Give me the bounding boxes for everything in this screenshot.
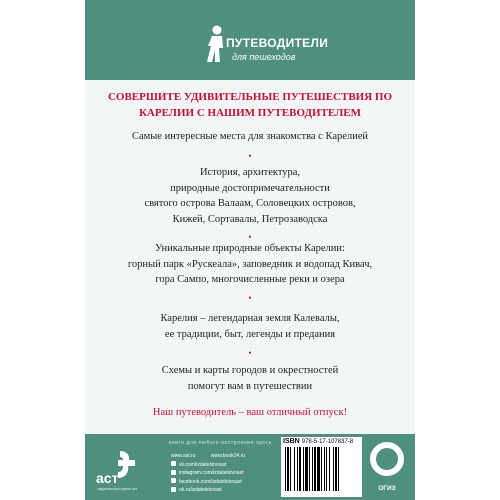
feature-block: [85, 241, 415, 288]
bullet-divider: •: [248, 151, 252, 161]
ogiz-ring-icon: [366, 437, 411, 485]
barcode-bar: [299, 447, 301, 491]
feature-line: Карелия – легендарная земля Калевалы,: [160, 313, 340, 324]
series-logo: [202, 16, 329, 72]
feature-line: История, архитектура,: [199, 167, 301, 178]
site-link[interactable]: www.ast.ru: [171, 453, 196, 459]
barcode-bar: [338, 447, 339, 491]
bullet-divider: •: [248, 232, 252, 242]
barcode-bar: [312, 447, 313, 491]
feature-line: природные достопримечательности: [170, 182, 330, 194]
feature-line: горный парк «Рускеала», заповедник и водопад Кивач,: [127, 258, 373, 270]
barcode-bar: [314, 447, 316, 491]
barcode-bar: [285, 447, 286, 491]
publisher-logo: [90, 449, 145, 497]
feature-line: ее традиции, быт, легенды и предания: [164, 328, 336, 340]
series-title: ПУТЕВОДИТЕЛИ: [226, 36, 329, 50]
barcode: [285, 447, 358, 495]
slogan: книги для любого настроения здесь: [169, 440, 272, 446]
isbn-number: 978-5-17-107837-8: [301, 439, 354, 445]
feature-line: гора Сампо, многочисленные реки и озера: [155, 274, 345, 285]
book-back-cover: [85, 0, 415, 500]
isbn-label: ISBN: [283, 438, 300, 445]
social-link-text: instagram.com/izdatelstvoast: [179, 470, 244, 476]
facebook-icon: [171, 478, 176, 483]
feature-block: [85, 165, 415, 227]
barcode-bar: [333, 447, 334, 491]
vk-icon: [171, 461, 176, 466]
barcode-bar: [297, 447, 298, 491]
ogiz-label: ОГИЗ: [378, 485, 396, 492]
barcode-bar: [290, 447, 291, 491]
ogiz-logo: [366, 437, 411, 497]
bullet-divider: •: [248, 348, 252, 358]
closing-line: Наш путеводитель – ваш отличный отпуск!: [152, 407, 348, 418]
feature-line: Кижей, Сортавалы, Петрозаводска: [172, 213, 328, 225]
barcode-bar: [317, 447, 320, 491]
barcode-bar: [324, 447, 325, 491]
feature-line: святого острова Валаам, Соловецких островов,: [144, 198, 356, 209]
barcode-bar: [326, 447, 327, 491]
social-link-text: ok.ru/izdatelstvoast: [179, 487, 222, 493]
headline: [85, 89, 415, 121]
barcode-bar: [309, 447, 310, 491]
site-link[interactable]: www.book24.ru: [210, 453, 246, 459]
feature-block: [85, 363, 415, 394]
instagram-icon: [171, 470, 176, 475]
isbn: [283, 438, 361, 445]
barcode-bar: [335, 447, 337, 491]
barcode-bar: [287, 447, 289, 491]
walking-figure-icon: [202, 24, 228, 64]
publisher-logo-text: аст: [96, 470, 119, 486]
headline-line: СОВЕРШИТЕ УДИВИТЕЛЬНЫЕ ПУТЕШЕСТВИЯ ПО: [107, 91, 393, 103]
barcode-box: [281, 437, 362, 497]
publisher-caption: издательская группа аст: [97, 487, 138, 491]
feature-line: Уникальные природные объекты Карелии:: [155, 243, 345, 254]
bullet-divider: •: [248, 293, 252, 303]
barcode-bar: [329, 447, 330, 491]
feature-block: [85, 129, 415, 145]
barcode-bar: [303, 447, 304, 491]
series-subtitle: для пешеходов: [232, 52, 296, 62]
social-link-text: facebook.com/izdatelstvoast: [179, 478, 242, 485]
feature-line: Схемы и карты городов и окрестностей: [161, 365, 339, 376]
social-link-text: vk.com/izdatelstvoast: [179, 461, 227, 468]
barcode-bar: [305, 447, 308, 491]
ast-logo-icon: [90, 449, 145, 487]
feature-line: Самые интересные места для знакомства с Карелией: [131, 131, 369, 142]
feature-line: помогут вам в путешествии: [187, 380, 313, 392]
barcode-bar: [321, 447, 322, 491]
headline-line: КАРЕЛИИ С НАШИМ ПУТЕВОДИТЕЛЕМ: [138, 107, 362, 119]
barcode-bar: [294, 447, 295, 491]
ok-icon: [171, 487, 176, 492]
feature-block: [85, 311, 415, 342]
